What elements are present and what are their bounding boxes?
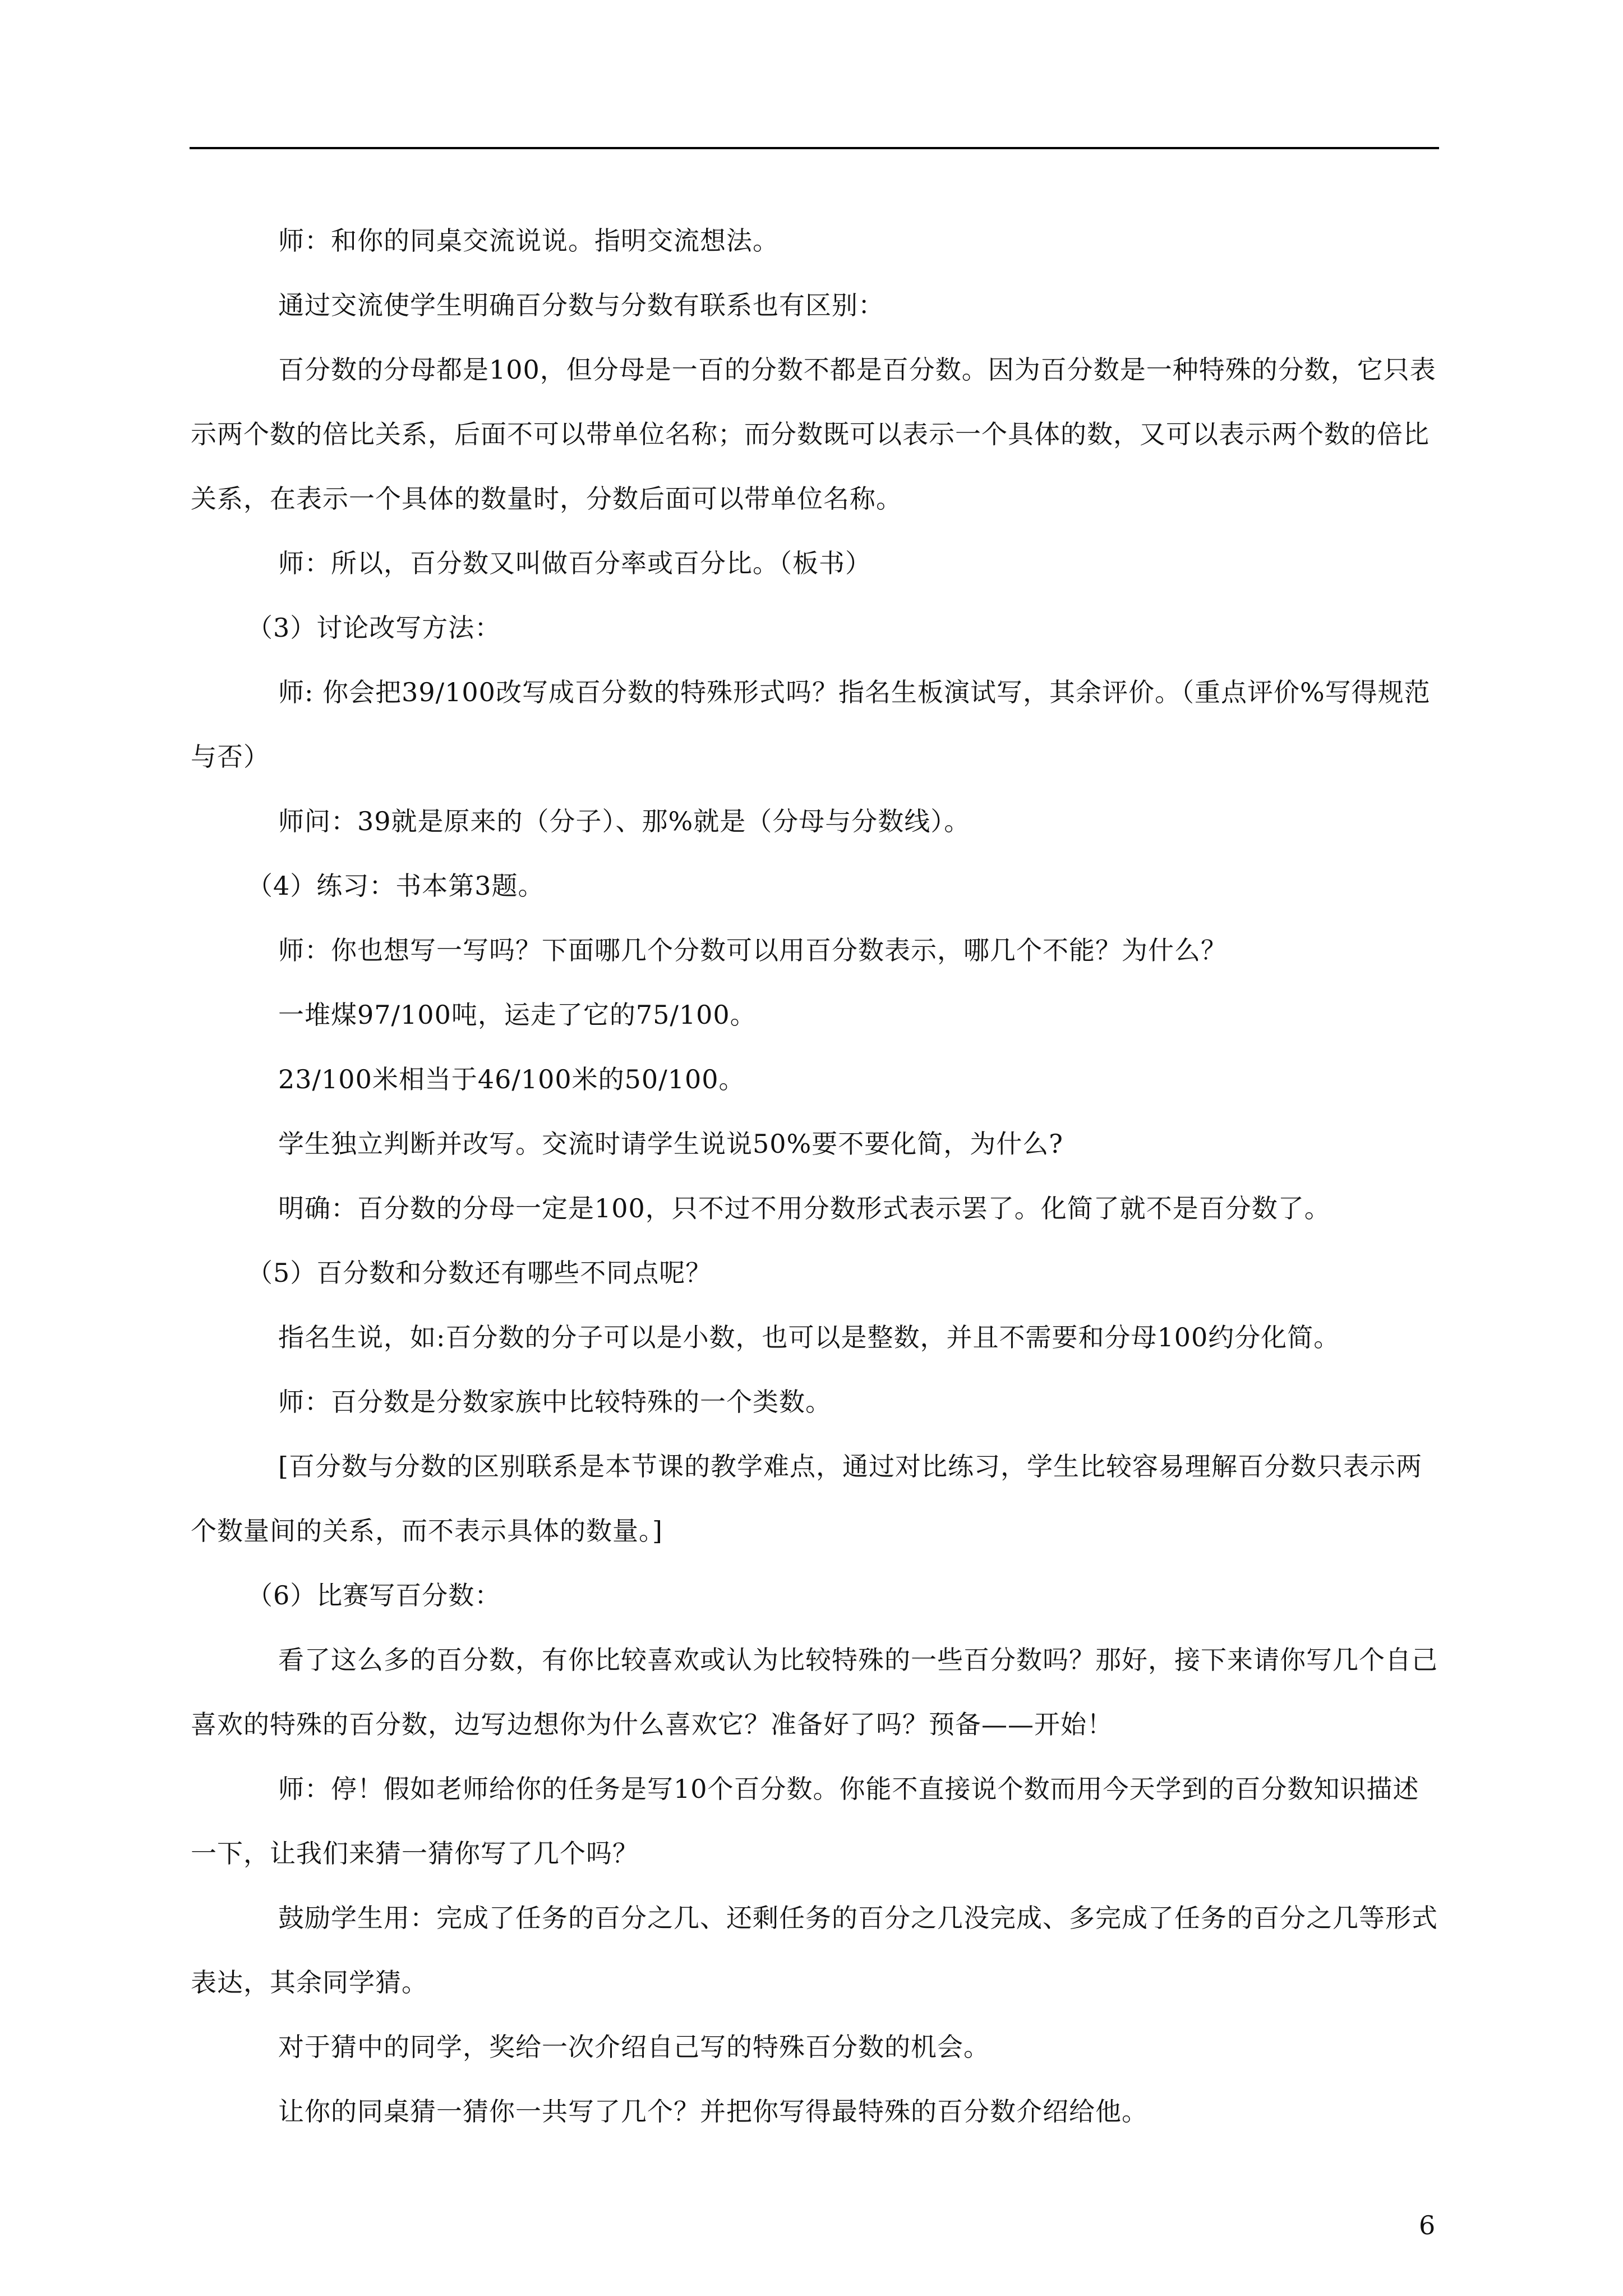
paragraph: 师：和你的同桌交流说说。指明交流想法。 [278,226,779,256]
paragraph: 23/100米相当于46/100米的50/100。 [278,1064,745,1094]
annotation-paragraph: [百分数与分数的区别联系是本节课的教学难点，通过对比练习，学生比较容易理解百分数只表示两个数量间的关系，而不表示具体的数量。] [191,1451,1422,1546]
header-rule [190,147,1439,149]
document-body [191,209,1441,2144]
section-heading: （5）百分数和分数还有哪些不同点呢？ [247,1258,712,1288]
paragraph: 让你的同桌猜一猜你一共写了几个？并把你写得最特殊的百分数介绍给他。 [278,2096,1148,2127]
paragraph: 百分数的分母都是100，但分母是一百的分数不都是百分数。因为百分数是一种特殊的分数，它只表示两个数的倍比关系，后面不可以带单位名称；而分数既可以表示一个具体的数，又可以表示两个数的倍比关系，在表示一个具体的数量时，分数后面可以带单位名称。 [191,355,1436,514]
paragraph: 学生独立判断并改写。交流时请学生说说50%要不要化简，为什么? [278,1129,1063,1159]
paragraph: 通过交流使学生明确百分数与分数有联系也有区别： [278,290,884,320]
page-number: 6 [1419,2210,1436,2240]
paragraph: 一堆煤97/100吨，运走了它的75/100。 [278,1000,757,1030]
paragraph: 指名生说，如:百分数的分子可以是小数，也可以是整数，并且不需要和分母100约分化简。 [278,1322,1340,1352]
paragraph: 明确：百分数的分母一定是100，只不过不用分数形式表示罢了。化简了就不是百分数了。 [278,1193,1331,1223]
paragraph: 鼓励学生用：完成了任务的百分之几、还剩任务的百分之几没完成、多完成了任务的百分之几等形式表达，其余同学猜。 [191,1903,1438,1998]
paragraph: 看了这么多的百分数，有你比较喜欢或认为比较特殊的一些百分数吗？那好，接下来请你写几个自己喜欢的特殊的百分数，边写边想你为什么喜欢它？准备好了吗？预备——开始！ [191,1645,1438,1740]
paragraph: 师：百分数是分数家族中比较特殊的一个类数。 [278,1387,832,1417]
section-heading: （3）讨论改写方法： [247,613,501,643]
section-heading: （4）练习：书本第3题。 [247,871,545,901]
paragraph: 师：所以，百分数又叫做百分率或百分比。（板书） [278,548,872,578]
paragraph: 师: 你会把39/100改写成百分数的特殊形式吗？指名生板演试写，其余评价。（重点评价%写得规范与否） [191,677,1431,772]
paragraph: 师：你也想写一写吗？下面哪几个分数可以用百分数表示，哪几个不能？为什么？ [278,935,1227,965]
paragraph: 师：停！假如老师给你的任务是写10个百分数。你能不直接说个数而用今天学到的百分数知识描述一下，让我们来猜一猜你写了几个吗？ [191,1774,1419,1869]
paragraph: 师问：39就是原来的（分子）、那%就是（分母与分数线）。 [278,806,971,836]
paragraph: 对于猜中的同学，奖给一次介绍自己写的特殊百分数的机会。 [278,2032,990,2062]
section-heading: （6）比赛写百分数： [247,1580,501,1611]
